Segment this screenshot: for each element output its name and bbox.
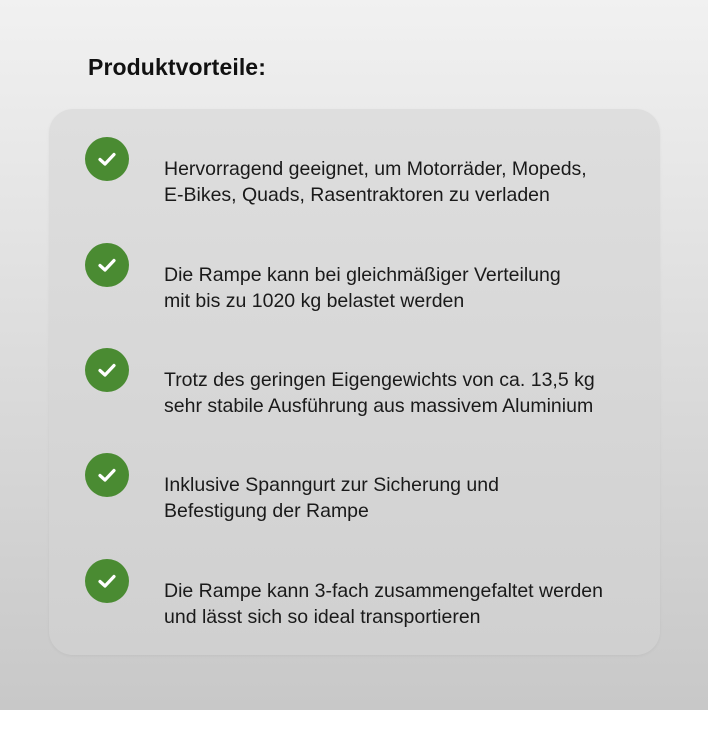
benefit-item — [49, 119, 660, 206]
check-circle-icon — [85, 243, 129, 287]
benefit-text — [164, 367, 654, 419]
benefit-line: Die Rampe kann bei gleichmäßiger Verteilung — [164, 264, 561, 286]
benefit-text — [164, 472, 654, 524]
benefit-line: mit bis zu 1020 kg belastet werden — [164, 290, 465, 312]
benefits-panel — [49, 109, 660, 655]
check-circle-icon — [85, 348, 129, 392]
benefit-item — [49, 330, 660, 417]
benefit-line: Inklusive Spanngurt zur Sicherung und — [164, 474, 499, 496]
benefit-text — [164, 578, 654, 630]
benefit-item — [49, 435, 660, 522]
benefit-item — [49, 225, 660, 312]
benefit-text — [164, 262, 654, 314]
benefit-text — [164, 156, 654, 208]
benefit-item — [49, 541, 660, 628]
check-circle-icon — [85, 559, 129, 603]
check-circle-icon — [85, 137, 129, 181]
benefit-line: sehr stabile Ausführung aus massivem Aluminium — [164, 395, 594, 417]
benefit-line: E-Bikes, Quads, Rasentraktoren zu verladen — [164, 184, 550, 206]
benefit-line: Befestigung der Rampe — [164, 500, 369, 522]
check-circle-icon — [85, 453, 129, 497]
benefit-line: und lässt sich so ideal transportieren — [164, 606, 481, 628]
page-title: Produktvorteile: — [88, 54, 266, 80]
benefit-line: Trotz des geringen Eigengewichts von ca. 13,5 kg — [164, 369, 595, 391]
benefit-line: Die Rampe kann 3-fach zusammengefaltet werden — [164, 580, 603, 602]
benefit-line: Hervorragend geeignet, um Motorräder, Mopeds, — [164, 158, 587, 180]
